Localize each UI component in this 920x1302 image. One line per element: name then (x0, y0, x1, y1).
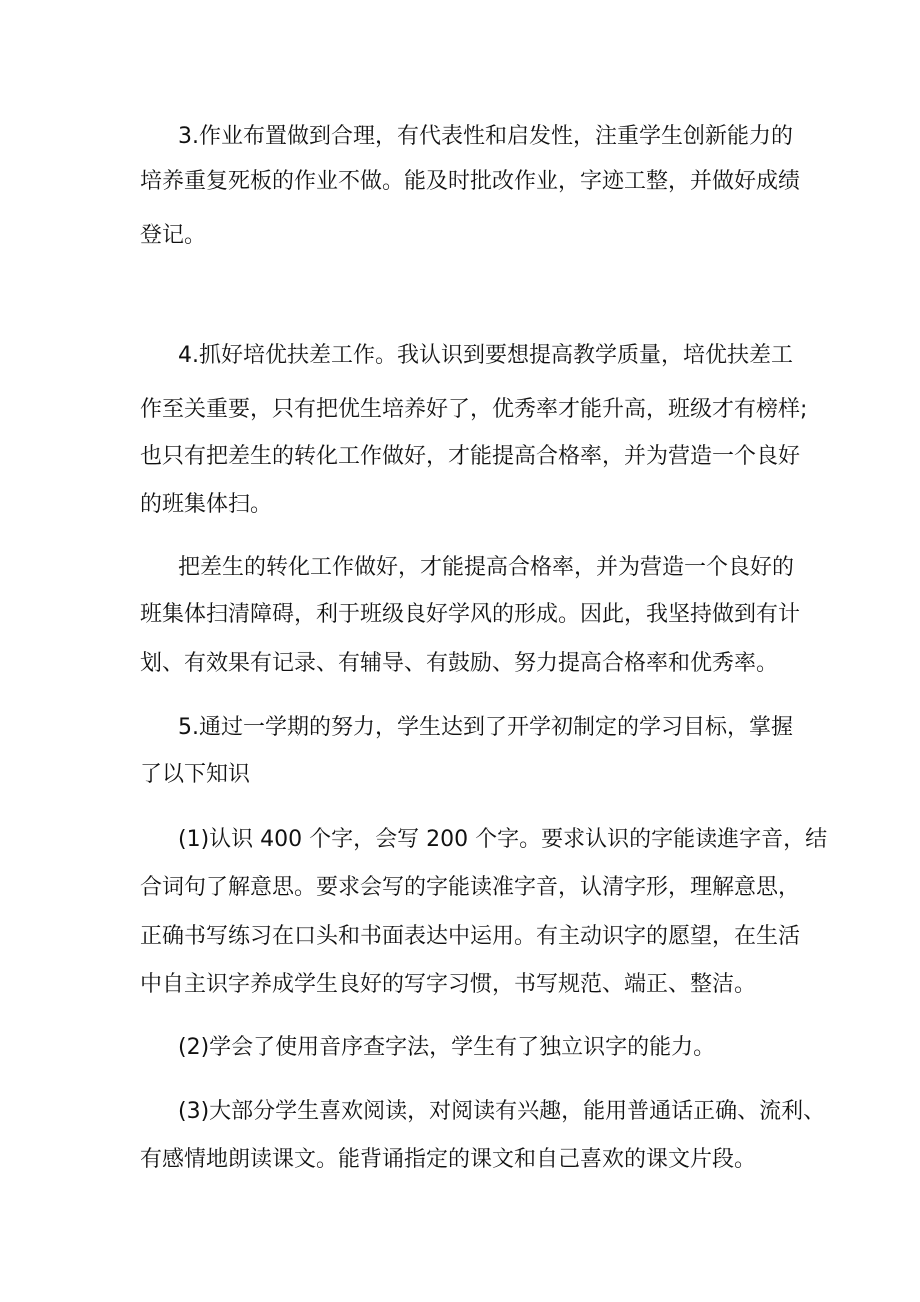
paragraph-1-line-3: 登记。 (140, 223, 207, 248)
paragraph-7-line-2: 有感情地朗读课文。能背诵指定的课文和自己喜欢的课文片段。 (140, 1147, 757, 1172)
paragraph-5-line-3: 正确书写练习在口头和书面表达中运用。有主动识字的愿望，在生活 (140, 924, 801, 949)
paragraph-7-line-1: (3)大部分学生喜欢阅读，对阅读有兴趣，能用普通话正确、流利、 (178, 1099, 826, 1124)
paragraph-2-line-1: 4.抓好培优扶差工作。我认识到要想提高教学质量，培优扶差工 (178, 343, 793, 368)
paragraph-1-line-2: 培养重复死板的作业不做。能及时批改作业，字迹工整，并做好成绩 (140, 169, 801, 194)
paragraph-5-line-1: (1)认识 400 个字，会写 200 个字。要求认识的字能读進字音，结 (178, 827, 828, 852)
paragraph-2-line-4: 的班集体扫。 (140, 492, 273, 517)
paragraph-4-line-2: 了以下知识 (140, 762, 251, 787)
paragraph-2-line-3: 也只有把差生的转化工作做好，才能提高合格率，并为营造一个良好 (140, 444, 801, 469)
paragraph-6-line-1: (2)学会了使用音序查字法，学生有了独立识字的能力。 (178, 1035, 716, 1060)
paragraph-3-line-1: 把差生的转化工作做好，才能提高合格率，并为营造一个良好的 (178, 555, 795, 580)
paragraph-5-line-4: 中自主识字养成学生良好的写字习惯，书写规范、端正、整洁。 (140, 972, 757, 997)
paragraph-1-line-1: 3.作业布置做到合理，有代表性和启发性，注重学生创新能力的 (178, 124, 793, 149)
paragraph-5-line-2: 合词句了解意思。要求会写的字能读准字音，认清字形，理解意思， (140, 875, 801, 900)
paragraph-3-line-2: 班集体扫清障碍，利于班级良好学风的形成。因此，我坚持做到有计 (140, 602, 801, 627)
paragraph-3-line-3: 划、有效果有记录、有辅导、有鼓励、努力提高合格率和优秀率。 (140, 651, 779, 676)
paragraph-4-line-1: 5.通过一学期的努力，学生达到了开学初制定的学习目标，掌握 (178, 715, 793, 740)
paragraph-2-line-2: 作至关重要，只有把优生培养好了，优秀率才能升高，班级才有榜样; (140, 397, 808, 422)
